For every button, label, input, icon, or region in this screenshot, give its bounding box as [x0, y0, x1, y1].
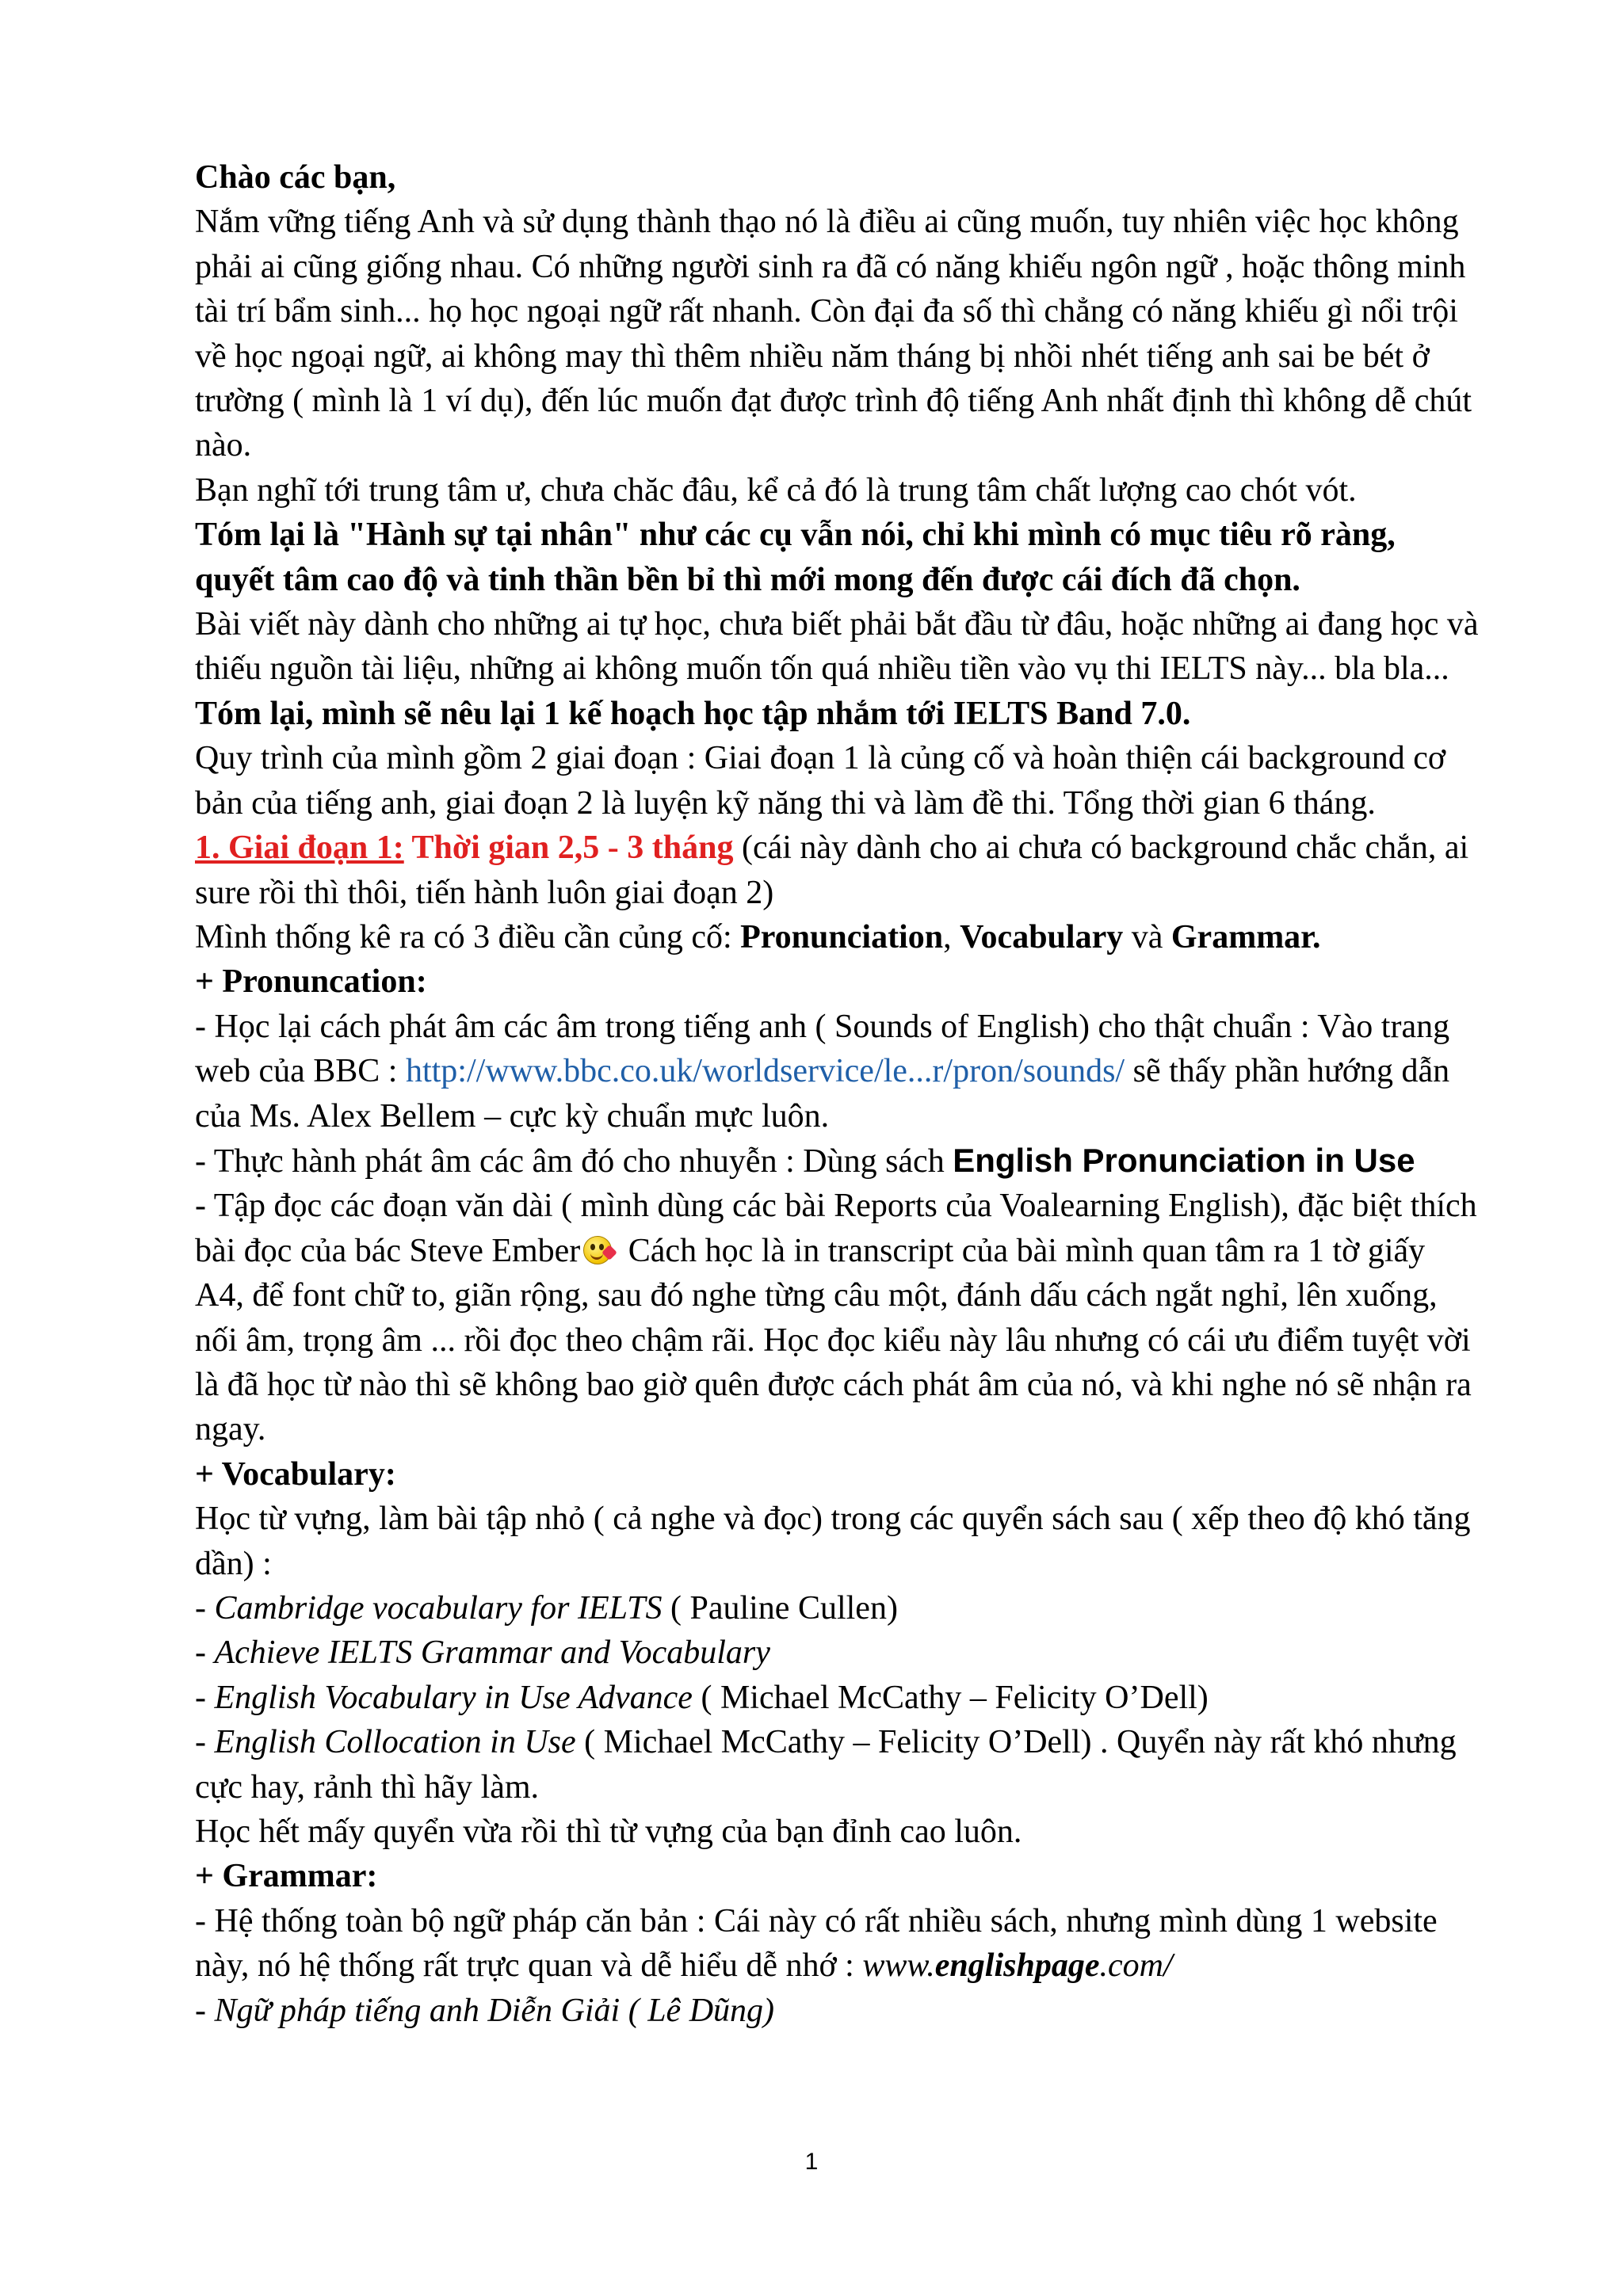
stage1-paragraph [195, 826, 1479, 915]
pronunciation-p3 [195, 1184, 1479, 1451]
document-page [195, 155, 1479, 2033]
book-title: English Vocabulary in Use Advance [214, 1679, 693, 1716]
center-note: Bạn nghĩ tới trung tâm ư, chưa chăc đâu, kể cả đó là trung tâm chất lượng cao chót vót. [195, 471, 1357, 509]
vocabulary-heading: + Vocabulary: [195, 1455, 396, 1493]
pronunciation-p1-text: - Học lại cách phát âm các âm trong tiếng anh ( Sounds of English) cho thật chuẩn : Vào trang web của BBC : [195, 1008, 1450, 1090]
process-paragraph: Quy trình của mình gồm 2 giai đoạn : Giai đoạn 1 là củng cố và hoàn thiện cái background cơ bản của tiếng anh, giai đoạn 2 là luyện kỹ năng thi và làm đề thi. Tổng thời gian 6 tháng. [195, 740, 1446, 822]
pronunciation-p1-rest: sẽ thấy phần hướng dẫn của Ms. Alex Bellem – cực kỳ chuẩn mực luôn. [195, 1053, 1450, 1135]
vocabulary-intro: Học từ vựng, làm bài tập nhỏ ( cả nghe và đọc) trong các quyển sách sau ( xếp theo độ khó tăng dần) : [195, 1501, 1471, 1582]
vocab-book-item [195, 1720, 1479, 1810]
grammar-heading: + Grammar: [195, 1858, 378, 1895]
book-author: ( Pauline Cullen) [662, 1590, 898, 1627]
list-dash: - [195, 1724, 215, 1761]
plan-statement: Tóm lại, mình sẽ nêu lại 1 kế hoạch học tập nhắm tới IELTS Band 7.0. [195, 695, 1191, 732]
book-author: ( Michael McCathy – Felicity O’Dell) . Quyển này rất khó nhưng cực hay, rảnh thì hãy làm. [195, 1724, 1457, 1806]
vocab-book-item [195, 1586, 1479, 1630]
link-site: englishpage [934, 1947, 1100, 1985]
pronunciation-p2 [195, 1138, 1479, 1184]
grammar-p1-text: - Hệ thống toàn bộ ngữ pháp căn bản : Cái này có rất nhiều sách, nhưng mình dùng 1 website này, nó hệ thống rất trực quan và dễ hiểu dễ nhớ : [195, 1902, 1438, 1985]
pronunciation-p1 [195, 1005, 1479, 1138]
consolidate-item-grammar: Grammar. [1170, 918, 1321, 955]
consolidate-sep: và [1123, 918, 1171, 955]
bbc-link[interactable]: http://www.bbc.co.uk/worldservice/le...r/pron/sounds/ [405, 1053, 1125, 1090]
englishpage-link[interactable] [862, 1947, 1172, 1984]
pronunciation-p3-text: - Tập đọc các đoạn văn dài ( mình dùng các bài Reports của Voalearning English), đặc biệt thích bài đọc của bác Steve Ember [195, 1188, 1477, 1269]
consolidate-item-vocabulary: Vocabulary [960, 918, 1124, 955]
stage1-note: (cái này dành cho ai chưa có background chắc chắn, ai sure rồi thì thôi, tiến hành luôn giai đoạn 2) [195, 830, 1469, 911]
book-title: English Collocation in Use [214, 1724, 576, 1761]
link-tld: .com/ [1099, 1947, 1173, 1985]
book-author: ( Michael McCathy – Felicity O’Dell) [692, 1679, 1209, 1716]
pronunciation-heading: + Pronuncation: [195, 963, 427, 1001]
consolidate-item-pronunciation: Pronunciation [740, 918, 944, 955]
vocab-book-item [195, 1676, 1479, 1720]
greeting: Chào các bạn, [195, 159, 396, 196]
summary-bold: Tóm lại là "Hành sự tại nhân" như các cụ vẫn nói, chỉ khi mình có mục tiêu rõ ràng, quyết tâm cao độ và tinh thần bền bỉ thì mới mong đến được cái đích đã chọn. [195, 517, 1396, 598]
audience-paragraph: Bài viết này dành cho những ai tự học, chưa biết phải bắt đầu từ đâu, hoặc những ai đang học và thiếu nguồn tài liệu, những ai không muốn tốn quá nhiều tiền vào vụ thi IELTS này... bla bla... [195, 606, 1479, 688]
list-dash: - [195, 1634, 215, 1672]
list-dash: - [195, 1992, 215, 2029]
list-dash: - [195, 1590, 215, 1627]
stage1-label: 1. Giai đoạn 1: [195, 830, 404, 867]
grammar-p1 [195, 1899, 1479, 1989]
book-title: Cambridge vocabulary for IELTS [214, 1590, 663, 1627]
book-title: Ngữ pháp tiếng anh Diễn Giải ( Lê Dũng) [214, 1992, 775, 2029]
link-www: www. [862, 1947, 935, 1985]
smiley-kiss-icon [583, 1234, 615, 1266]
consolidate-paragraph [195, 915, 1479, 959]
book-title: Achieve IELTS Grammar and Vocabulary [214, 1634, 770, 1672]
pronunciation-p2-text: - Thực hành phát âm các âm đó cho nhuyễn : Dùng sách [195, 1142, 953, 1180]
grammar-p2 [195, 1989, 1479, 2033]
list-dash: - [195, 1679, 215, 1716]
vocabulary-outro: Học hết mấy quyển vừa rồi thì từ vựng của bạn đỉnh cao luôn. [195, 1814, 1022, 1851]
stage1-duration: Thời gian 2,5 - 3 tháng [403, 830, 734, 867]
consolidate-prefix: Mình thống kê ra có 3 điều cần củng cố: [195, 918, 741, 955]
vocab-book-item [195, 1630, 1479, 1675]
intro-paragraph: Nắm vững tiếng Anh và sử dụng thành thạo nó là điều ai cũng muốn, tuy nhiên việc học không phải ai cũng giống nhau. Có những người sinh ra đã có năng khiếu ngôn ngữ , hoặc thông minh tài trí bẩm sinh... họ học ngoại ngữ rất nhanh. Còn đại đa số thì chẳng có năng khiếu gì nổi trội về học ngoại ngữ, ai không may thì thêm nhiều năm tháng bị nhồi nhét tiếng anh sai be bét ở trường ( mình là 1 ví dụ), đến lúc muốn đạt được trình độ tiếng Anh nhất định thì không dễ chút nào. [195, 204, 1472, 464]
consolidate-sep: , [943, 918, 960, 955]
pronunciation-book-title: English Pronunciation in Use [953, 1141, 1415, 1179]
page-number: 1 [804, 2149, 819, 2175]
pronunciation-p3-rest: Cách học là in transcript của bài mình quan tâm ra 1 tờ giấy A4, để font chữ to, giãn rộng, sau đó nghe từng câu một, đánh dấu cách ngắt nghỉ, lên xuống, nối âm, trọng âm ... rồi đọc theo chậm rãi. Học đọc kiểu này lâu nhưng có cái ưu điểm tuyệt vời là đã học từ nào thì sẽ không bao giờ quên được cách phát âm của nó, và khi nghe nó sẽ nhận ra ngay. [195, 1232, 1472, 1448]
